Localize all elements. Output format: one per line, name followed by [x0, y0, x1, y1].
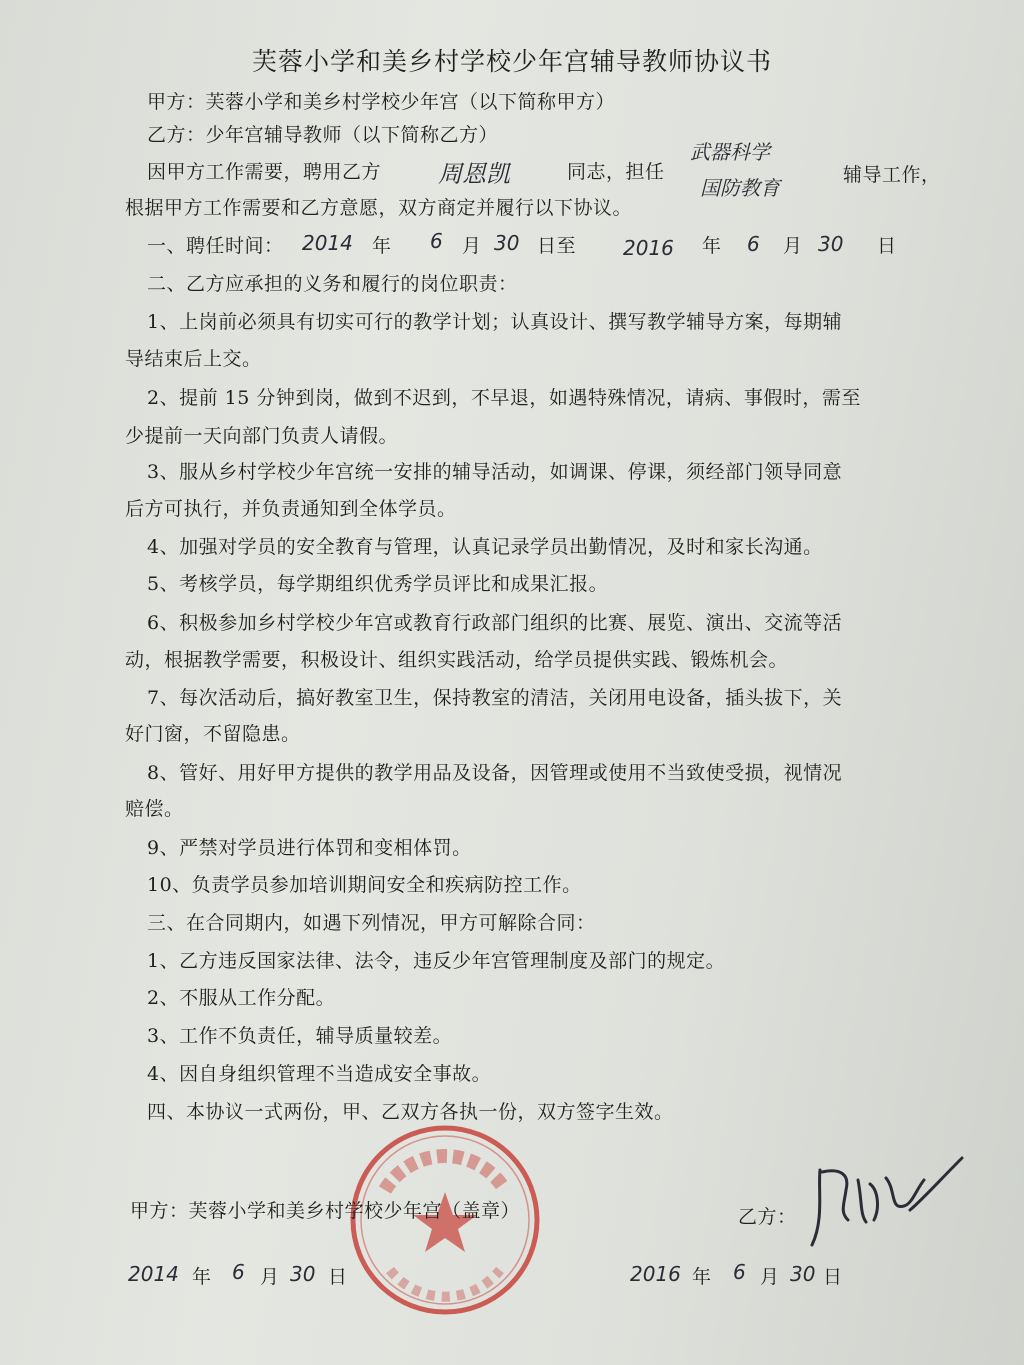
party-a-date-day: 30	[290, 1262, 316, 1286]
party-b-signature-label: 乙方：	[738, 1206, 797, 1228]
duty-line: 9、严禁对学员进行体罚和变相体罚。	[147, 837, 472, 859]
duty-line: 5、考核学员，每学期组织优秀学员评比和成果汇报。	[147, 573, 609, 595]
party-a-date-day-char: 日	[328, 1266, 348, 1288]
term-end-day-char: 日	[877, 235, 897, 257]
term-end-day: 30	[818, 232, 844, 256]
termination-item: 3、工作不负责任，辅导质量较差。	[147, 1025, 453, 1047]
termination-heading: 三、在合同期内，如遇下列情况，甲方可解除合同：	[147, 912, 596, 934]
term-end-year: 2016	[623, 236, 674, 260]
party-a-signature-label: 甲方：芙蓉小学和美乡村学校少年宫（盖章）	[130, 1200, 521, 1222]
termination-item: 1、乙方违反国家法律、法令，违反少年宫管理制度及部门的规定。	[147, 950, 726, 972]
duty-line: 2、提前 15 分钟到岗，做到不迟到，不早退，如遇特殊情况，请病、事假时，需至	[147, 387, 861, 409]
party-b-date-day-char: 日	[823, 1266, 843, 1288]
hire-middle: 同志，担任	[567, 161, 665, 183]
term-end-month: 6	[747, 232, 760, 256]
termination-item: 4、因自身组织管理不当造成安全事故。	[147, 1063, 492, 1085]
copies-clause: 四、本协议一式两份，甲、乙双方各执一份，双方签字生效。	[147, 1101, 674, 1123]
duties-heading: 二、乙方应承担的义务和履行的岗位职责：	[147, 273, 518, 295]
term-start-day: 30	[494, 231, 520, 255]
duty-line: 导结束后上交。	[125, 348, 262, 370]
hire-line2: 根据甲方工作需要和乙方意愿，双方商定并履行以下协议。	[125, 197, 633, 219]
subject-handwritten-line2: 国防教育	[700, 176, 780, 200]
party-a-line: 甲方：芙蓉小学和美乡村学校少年宫（以下简称甲方）	[147, 91, 616, 113]
duty-line: 6、积极参加乡村学校少年宫或教育行政部门组织的比赛、展览、演出、交流等活	[147, 612, 843, 634]
term-label: 一、聘任时间：	[147, 235, 284, 257]
duty-line: 10、负责学员参加培训期间安全和疾病防控工作。	[147, 874, 582, 896]
term-month-char: 月	[462, 235, 482, 257]
term-year-char: 年	[372, 235, 392, 257]
party-a-date-month: 6	[232, 1260, 245, 1284]
duty-line: 8、管好、用好甲方提供的教学用品及设备，因管理或使用不当致使受损，视情况	[147, 762, 843, 784]
party-b-date-year-char: 年	[692, 1266, 712, 1288]
party-b-handwritten-signature	[800, 1150, 970, 1260]
termination-item: 2、不服从工作分配。	[147, 987, 336, 1009]
hire-suffix: 辅导工作，	[843, 164, 941, 186]
party-a-date-year-char: 年	[192, 1266, 212, 1288]
hire-prefix: 因甲方工作需要，聘用乙方	[147, 161, 382, 183]
duty-line: 后方可执行，并负责通知到全体学员。	[125, 498, 457, 520]
party-b-date-month-char: 月	[760, 1266, 780, 1288]
duty-line: 动，根据教学需要，积极设计、组织实践活动，给学员提供实践、锻炼机会。	[125, 649, 789, 671]
page-title: 芙蓉小学和美乡村学校少年宫辅导教师协议书	[251, 47, 772, 76]
party-b-date-year: 2016	[630, 1262, 681, 1286]
term-to-char: 日至	[537, 235, 577, 257]
party-b-line: 乙方：少年宫辅导教师（以下简称乙方）	[147, 124, 499, 146]
term-end-month-char: 月	[783, 235, 803, 257]
duty-line: 好门窗，不留隐患。	[125, 723, 301, 745]
term-start-year: 2014	[302, 231, 353, 255]
duty-line: 赔偿。	[125, 798, 184, 820]
party-b-date-month: 6	[733, 1260, 746, 1284]
duty-line: 7、每次活动后，搞好教室卫生，保持教室的清洁，关闭用电设备，插头拔下，关	[147, 687, 843, 709]
duty-line: 少提前一天向部门负责人请假。	[125, 425, 399, 447]
term-start-month: 6	[430, 229, 443, 253]
duty-line: 4、加强对学员的安全教育与管理，认真记录学员出勤情况，及时和家长沟通。	[147, 536, 823, 558]
duty-line: 1、上岗前必须具有切实可行的教学计划；认真设计、撰写教学辅导方案，每期辅	[147, 311, 843, 333]
party-b-date-day: 30	[790, 1262, 816, 1286]
teacher-name-handwritten: 周恩凯	[438, 160, 510, 188]
party-a-date-year: 2014	[128, 1262, 179, 1286]
subject-handwritten-line1: 武器科学	[690, 140, 770, 164]
party-a-date-month-char: 月	[260, 1266, 280, 1288]
duty-line: 3、服从乡村学校少年宫统一安排的辅导活动，如调课、停课，须经部门领导同意	[147, 461, 843, 483]
term-end-year-char: 年	[702, 235, 722, 257]
